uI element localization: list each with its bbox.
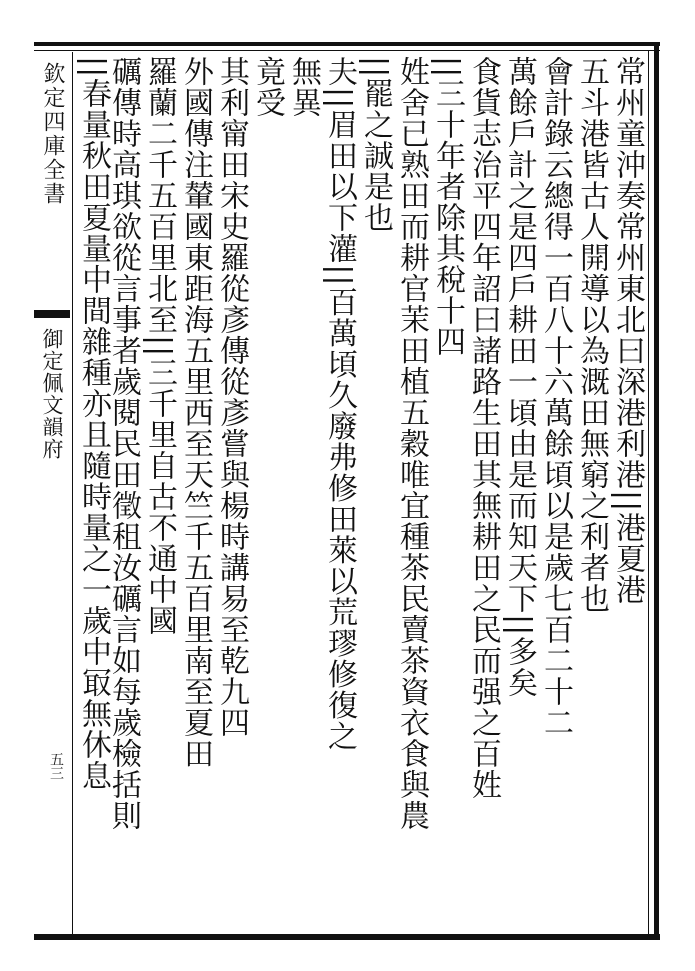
text-column-15: 礪傳時高琪欲從言事者歲閱民田徵租汝礪言如每歲檢括則 — [106, 56, 141, 831]
margin-column — [34, 52, 70, 934]
text-column-13: 外國傳注輦國東距海五里西至天竺千五百里南至夏田 — [178, 56, 213, 769]
book-title: 欽定四庫全書 — [40, 62, 65, 206]
text-column-11: 竟受 — [250, 56, 285, 118]
text-column-8: ||罷之誠是也 — [358, 56, 393, 234]
text-column-5: 食貨志治平四年詔曰諸路生田其無耕田之民而强之百姓 — [466, 56, 501, 800]
top-border-thin — [34, 50, 660, 51]
section-title: 御定佩文韻府 — [40, 328, 64, 460]
page-frame — [34, 42, 660, 942]
text-column-16: ||春量秋田夏量中間雜種亦且隨時量之一歲中冣無休息 — [76, 56, 111, 792]
text-column-2: 五斗港皆古人開導以為溉田無窮之利者也 — [574, 56, 609, 614]
bottom-border — [34, 934, 660, 940]
text-column-3: 會計錄云總得一百八十六萬餘頃以是歲七百二十二 — [538, 56, 573, 738]
text-column-10: 無異 — [286, 56, 321, 118]
text-column-6: ||三十年者除其稅十四 — [430, 56, 465, 358]
right-border — [654, 42, 659, 940]
fishtail-mark — [34, 310, 70, 318]
text-column-7: 姓舍已熟田而耕官茉田植五穀唯宜種茶民賣茶資衣食與農 — [394, 56, 429, 831]
text-column-9: 夫||眉田以下灌||百萬頃久廢弗修田萊以荒璆修復之 — [322, 56, 357, 752]
right-border-thin — [648, 50, 649, 934]
text-column-1: 常州童沖奏常州東北曰深港利港||港夏港 — [610, 56, 645, 606]
text-column-4: 萬餘戶計之是四戶耕田一頃由是而知天下||多矣 — [502, 56, 537, 699]
text-column-12: 其利甯田宋史羅從彥傳從彥嘗與楊時講易至乾九四 — [214, 56, 249, 738]
top-border — [34, 42, 660, 46]
text-column-14: 羅蘭二千五百里北至||三千里自古不通中國 — [142, 56, 177, 637]
page-number: 五三 — [48, 752, 64, 780]
margin-divider — [72, 52, 73, 934]
